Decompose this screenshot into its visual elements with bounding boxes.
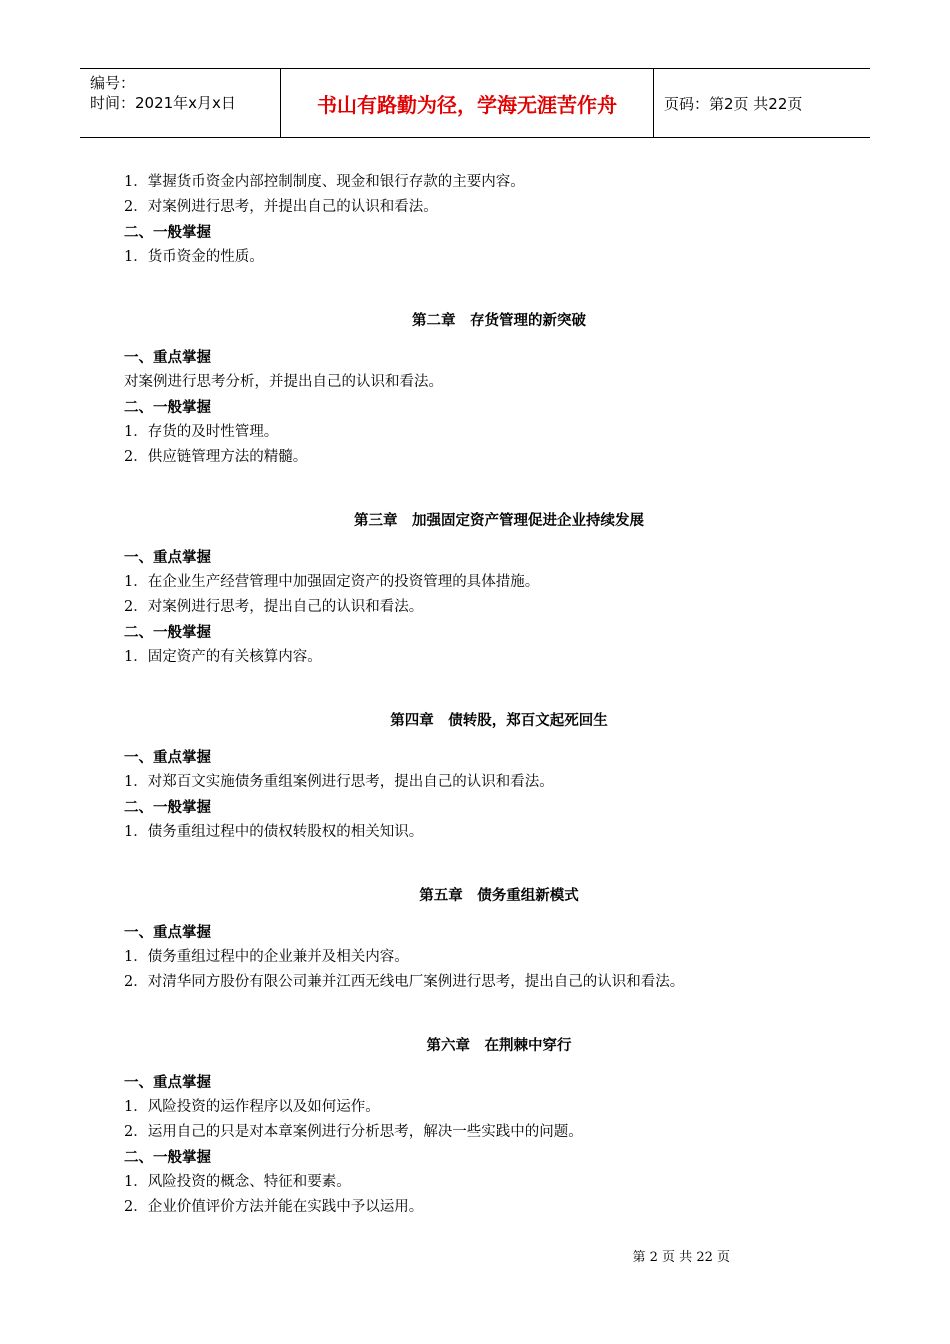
- key-item: 1．风险投资的运作程序以及如何运作。: [124, 1099, 380, 1115]
- general-heading: 二、一般掌握: [124, 1149, 211, 1166]
- general-heading: 二、一般掌握: [124, 799, 211, 816]
- chapter-section: [124, 708, 824, 845]
- intro-line: 1．掌握货币资金内部控制制度、现金和银行存款的主要内容。: [124, 174, 525, 190]
- header-page-label: 页码：第2页 共22页: [664, 94, 803, 113]
- chapter-title: 第六章 在荆棘中穿行: [426, 1037, 572, 1054]
- key-item: 1．对郑百文实施债务重组案例进行思考，提出自己的认识和看法。: [124, 774, 554, 790]
- chapter-list: [124, 308, 824, 1220]
- intro-line: 2．对案例进行思考，并提出自己的认识和看法。: [124, 199, 438, 215]
- chapter-section: [124, 883, 824, 995]
- page-header: [80, 68, 870, 138]
- key-item: 2．运用自己的只是对本章案例进行分析思考，解决一些实践中的问题。: [124, 1124, 583, 1140]
- key-item: 1．债务重组过程中的企业兼并及相关内容。: [124, 949, 409, 965]
- key-item: 对案例进行思考分析，并提出自己的认识和看法。: [124, 374, 443, 390]
- chapter-title: 第三章 加强固定资产管理促进企业持续发展: [354, 512, 644, 529]
- chapter-section: [124, 1033, 824, 1220]
- general-item: 1．存货的及时性管理。: [124, 424, 279, 440]
- number-label: 编号：: [90, 74, 136, 92]
- document-body: [124, 170, 824, 1220]
- general-item: 1．固定资产的有关核算内容。: [124, 649, 322, 665]
- date-label: 时间：2021年x月x日: [90, 94, 236, 112]
- key-item: 2．对案例进行思考，提出自己的认识和看法。: [124, 599, 424, 615]
- key-item: 2．对清华同方股份有限公司兼并江西无线电厂案例进行思考，提出自己的认识和看法。: [124, 974, 685, 990]
- chapter-title: 第四章 债转股，郑百文起死回生: [390, 712, 608, 729]
- footer-page-number: 第 2 页 共 22 页: [632, 1250, 730, 1265]
- intro-heading: 二、一般掌握: [124, 224, 211, 241]
- chapter-section: [124, 308, 824, 470]
- intro-line: 1．货币资金的性质。: [124, 249, 264, 265]
- general-item: 2．企业价值评价方法并能在实践中予以运用。: [124, 1199, 424, 1215]
- general-heading: 二、一般掌握: [124, 624, 211, 641]
- key-item: 1．在企业生产经营管理中加强固定资产的投资管理的具体措施。: [124, 574, 540, 590]
- chapter-title: 第二章 存货管理的新突破: [412, 312, 586, 329]
- general-heading: 二、一般掌握: [124, 399, 211, 416]
- key-heading: 一、重点掌握: [124, 1074, 211, 1091]
- key-heading: 一、重点掌握: [124, 549, 211, 566]
- general-item: 1．风险投资的概念、特征和要素。: [124, 1174, 351, 1190]
- key-heading: 一、重点掌握: [124, 349, 211, 366]
- chapter-title: 第五章 债务重组新模式: [419, 887, 579, 904]
- key-heading: 一、重点掌握: [124, 749, 211, 766]
- header-motto: 书山有路勤为径，学海无涯苦作舟: [281, 69, 654, 137]
- general-item: 2．供应链管理方法的精髓。: [124, 449, 308, 465]
- page-footer: [0, 1246, 950, 1265]
- key-heading: 一、重点掌握: [124, 924, 211, 941]
- chapter-section: [124, 508, 824, 670]
- header-meta: [80, 69, 281, 137]
- general-item: 1．债务重组过程中的债权转股权的相关知识。: [124, 824, 424, 840]
